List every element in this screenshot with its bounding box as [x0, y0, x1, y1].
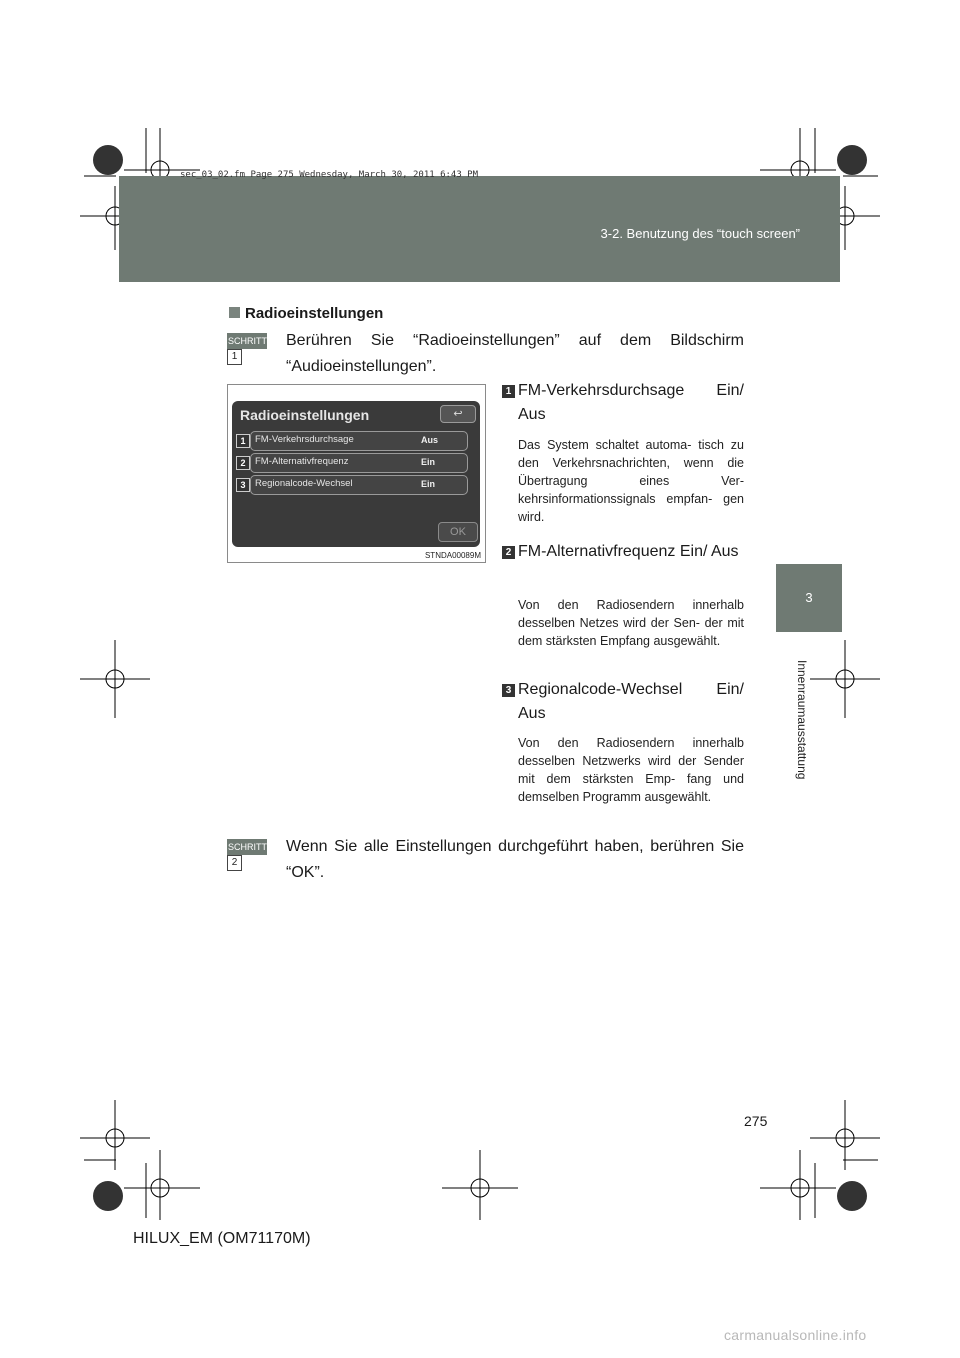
screen-row-value: Ein	[421, 457, 436, 467]
screen-marker-2: 2	[236, 456, 250, 470]
item-number-3: 3	[502, 684, 515, 697]
section-heading: 3-2. Benutzung des “touch screen”	[600, 226, 800, 241]
screen-row-value: Aus	[421, 435, 439, 445]
sub-heading-text: Radioeinstellungen	[245, 305, 384, 322]
step-badge-label: SCHRITT	[227, 839, 267, 855]
chapter-number: 3	[805, 590, 813, 605]
item-number-1: 1	[502, 385, 515, 398]
item-title-3: Regionalcode-Wechsel Ein/ Aus	[518, 681, 744, 722]
screen-row-regional[interactable]	[250, 475, 468, 495]
item-title-1: FM-Verkehrsdurchsage Ein/ Aus	[518, 382, 744, 423]
step-badge-number: 1	[227, 349, 242, 365]
screen-figure	[227, 384, 486, 563]
touch-screen	[232, 401, 480, 547]
screen-row-traffic[interactable]	[250, 431, 468, 451]
page-number: 275	[744, 1113, 768, 1129]
step-badge-label: SCHRITT	[227, 333, 267, 349]
screen-title: Radioeinstellungen	[240, 407, 370, 423]
item-desc-1: Das System schaltet automa- tisch zu den Verkehrsnachrichten, wenn die Übertragung eines Ver- kehrsinformationssignals empfan- gen wird.	[518, 438, 744, 524]
screen-row-label: FM-Verkehrsdurchsage	[255, 434, 354, 445]
step2-badge	[227, 839, 281, 868]
step1-badge	[227, 333, 281, 362]
step-badge-number: 2	[227, 855, 242, 871]
item-title-2: FM-Alternativfrequenz Ein/ Aus	[518, 543, 739, 560]
figure-code: STNDA00089M	[424, 551, 481, 560]
chapter-title: Innenraumausstattung	[795, 660, 809, 780]
item-number-2: 2	[502, 546, 515, 559]
step1-text: Berühren Sie “Radioeinstellungen” auf dem Bildschirm “Audioeinstellungen”.	[286, 332, 744, 375]
watermark: carmanualsonline.info	[724, 1327, 867, 1343]
screen-row-value: Ein	[421, 479, 436, 489]
model-code: HILUX_EM (OM71170M)	[133, 1230, 311, 1247]
back-icon[interactable]: ↩	[440, 405, 476, 423]
square-bullet-icon	[229, 307, 240, 318]
registration-targets	[93, 145, 867, 1211]
screen-row-af[interactable]	[250, 453, 468, 473]
step2-text: Wenn Sie alle Einstellungen durchgeführt haben, berühren Sie “OK”.	[286, 838, 744, 881]
screen-row-label: FM-Alternativfrequenz	[255, 456, 349, 467]
sub-heading	[229, 305, 383, 322]
item-desc-3: Von den Radiosendern innerhalb desselben Netzwerks wird der Sender mit dem stärksten Emp- fang und demselben Programm ausgewählt.	[518, 736, 744, 804]
ok-button[interactable]: OK	[438, 522, 478, 542]
file-stamp: sec_03_02.fm Page 275 Wednesday, March 30, 2011 6:43 PM	[180, 170, 479, 180]
screen-marker-3: 3	[236, 478, 250, 492]
screen-marker-1: 1	[236, 434, 250, 448]
screen-row-label: Regionalcode-Wechsel	[255, 478, 353, 489]
item-desc-2: Von den Radiosendern innerhalb desselben Netzes wird der Sen- der mit dem stärksten Empfang ausgewählt.	[518, 598, 744, 648]
